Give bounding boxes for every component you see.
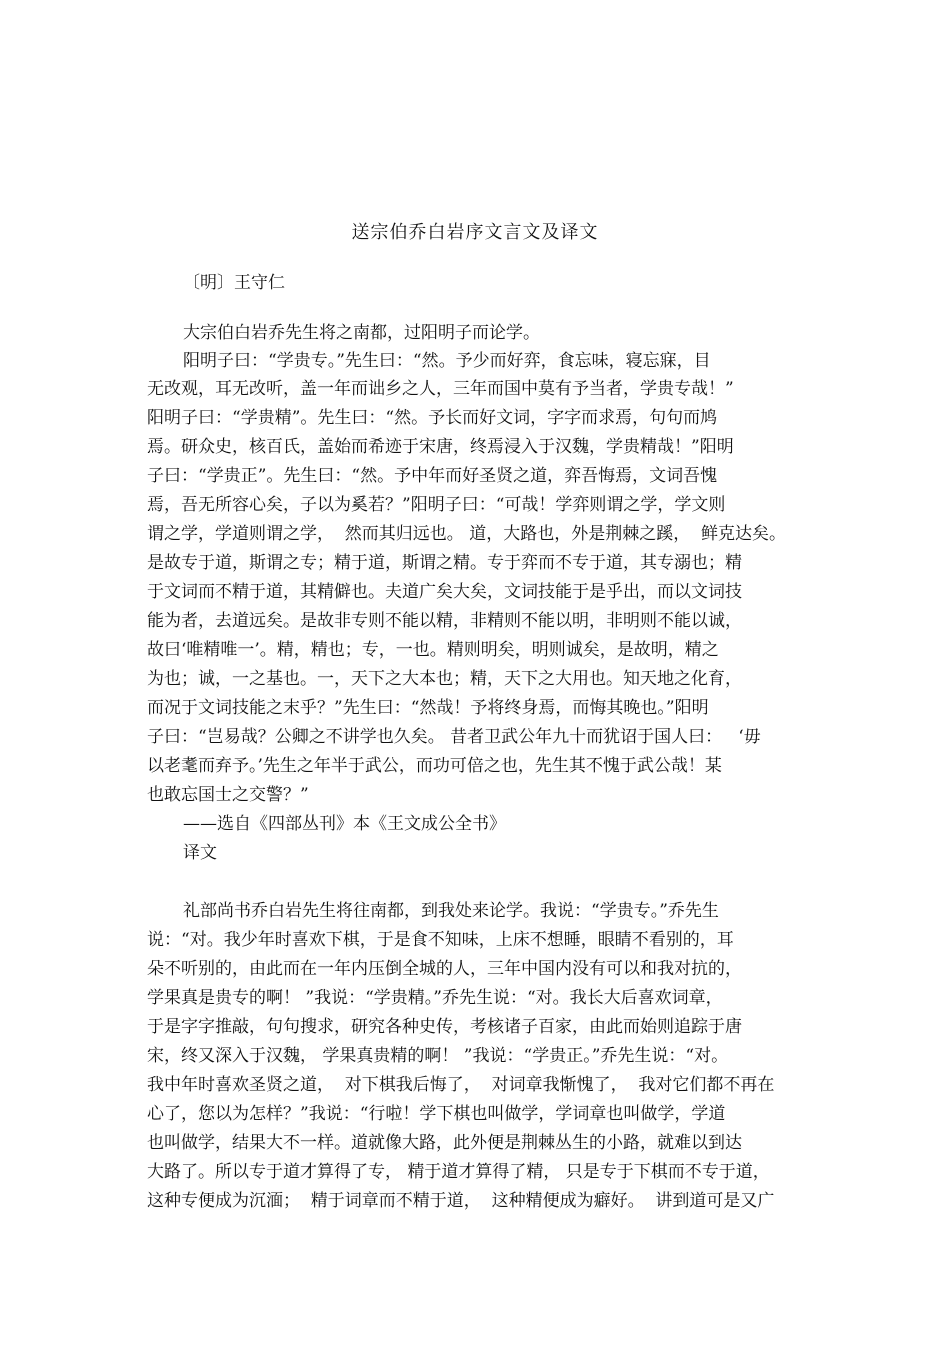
translation-heading: 译文 — [183, 843, 217, 863]
translation-line: 我中年时喜欢圣贤之道， 对下棋我后悔了， 对词章我惭愧了， 我对它们都不再在 — [147, 1075, 775, 1095]
original-line: 子曰：“学贵正”。先生曰：“然。予中年而好圣贤之道，弈吾悔焉，文词吾愧 — [147, 466, 718, 486]
original-line: 焉。研众史，核百氏，盖始而希迹于宋唐，终焉浸入于汉魏，学贵精哉！”阳明 — [147, 437, 734, 457]
translation-line: 学果真是贵专的啊！ ”我说：“学贵精。”乔先生说：“对。我长大后喜欢词章， — [147, 988, 723, 1008]
original-line: 无改观，耳无改听，盖一年而诎乡之人，三年而国中莫有予当者，学贵专哉！” — [147, 379, 734, 399]
translation-line: 大路了。所以专于道才算得了专， 精于道才算得了精， 只是专于下棋而不专于道， — [147, 1162, 770, 1182]
original-line: 于文词而不精于道，其精僻也。夫道广矣大矣，文词技能于是乎出，而以文词技 — [147, 582, 742, 602]
translation-line: 宋，终又深入于汉魏， 学果真贵精的啊！ ”我说：“学贵正。”乔先生说：“对。 — [147, 1046, 729, 1066]
original-line: 阳明子曰：“学贵精”。先生曰：“然。予长而好文词，字字而求焉，句句而鸠 — [147, 408, 718, 428]
original-line: 谓之学，学道则谓之学， 然而其归远也。 道，大路也，外是荆棘之蹊， 鲜克达矣。 — [147, 524, 787, 544]
original-line: 能为者，去道远矣。是故非专则不能以精，非精则不能以明，非明则不能以诚， — [147, 611, 742, 631]
translation-line: 这种专便成为沉湎； 精于词章而不精于道， 这种精便成为癖好。 讲到道可是又广 — [147, 1191, 775, 1211]
original-line: 大宗伯白岩乔先生将之南都，过阳明子而论学。 — [183, 323, 540, 343]
document-title: 送宗伯乔白岩序文言文及译文 — [351, 222, 599, 243]
original-line: 以老耄而弃予。’先生之年半于武公，而功可倍之也，先生其不愧于武公哉！某 — [147, 756, 722, 776]
translation-line: 礼部尚书乔白岩先生将往南都，到我处来论学。我说：“学贵专。”乔先生 — [183, 901, 719, 921]
original-line: 而况于文词技能之末乎？”先生曰：“然哉！予将终身焉，而悔其晚也。”阳明 — [147, 698, 709, 718]
original-line: 是故专于道，斯谓之专；精于道，斯谓之精。专于弈而不专于道，其专溺也；精 — [147, 553, 742, 573]
translation-line: 说：“对。我少年时喜欢下棋，于是食不知味，上床不想睡，眼睛不看别的，耳 — [147, 930, 734, 950]
source-citation: ——选自《四部丛刊》本《王文成公全书》 — [183, 814, 506, 834]
translation-line: 心了，您以为怎样？”我说：“行啦！学下棋也叫做学，学词章也叫做学，学道 — [147, 1104, 726, 1124]
original-line: 也敢忘国士之交警？” — [147, 785, 309, 805]
translation-line: 朵不听别的，由此而在一年内压倒全城的人，三年中国内没有可以和我对抗的， — [147, 959, 742, 979]
translation-line: 也叫做学，结果大不一样。道就像大路，此外便是荆棘丛生的小路，就难以到达 — [147, 1133, 742, 1153]
original-line: 焉，吾无所容心矣，子以为奚若？”阳明子曰：“可哉！学弈则谓之学，学文则 — [147, 495, 726, 515]
translation-line: 于是字字推敲，句句搜求，研究各种史传，考核诸子百家，由此而始则追踪于唐 — [147, 1017, 742, 1037]
author-line: 〔明〕王守仁 — [183, 273, 285, 293]
original-line: 故曰‘唯精唯一’。精，精也；专，一也。精则明矣，明则诚矣，是故明，精之 — [147, 640, 719, 660]
original-line: 为也；诚，一之基也。一，天下之大本也；精，天下之大用也。知天地之化育， — [147, 669, 742, 689]
original-line: 子曰：“岂易哉？公卿之不讲学也久矣。 昔者卫武公年九十而犹诏于国人曰： ‘毋 — [147, 727, 761, 747]
original-line: 阳明子曰：“学贵专。”先生曰：“然。予少而好弈，食忘味，寝忘寐，目 — [183, 351, 711, 371]
